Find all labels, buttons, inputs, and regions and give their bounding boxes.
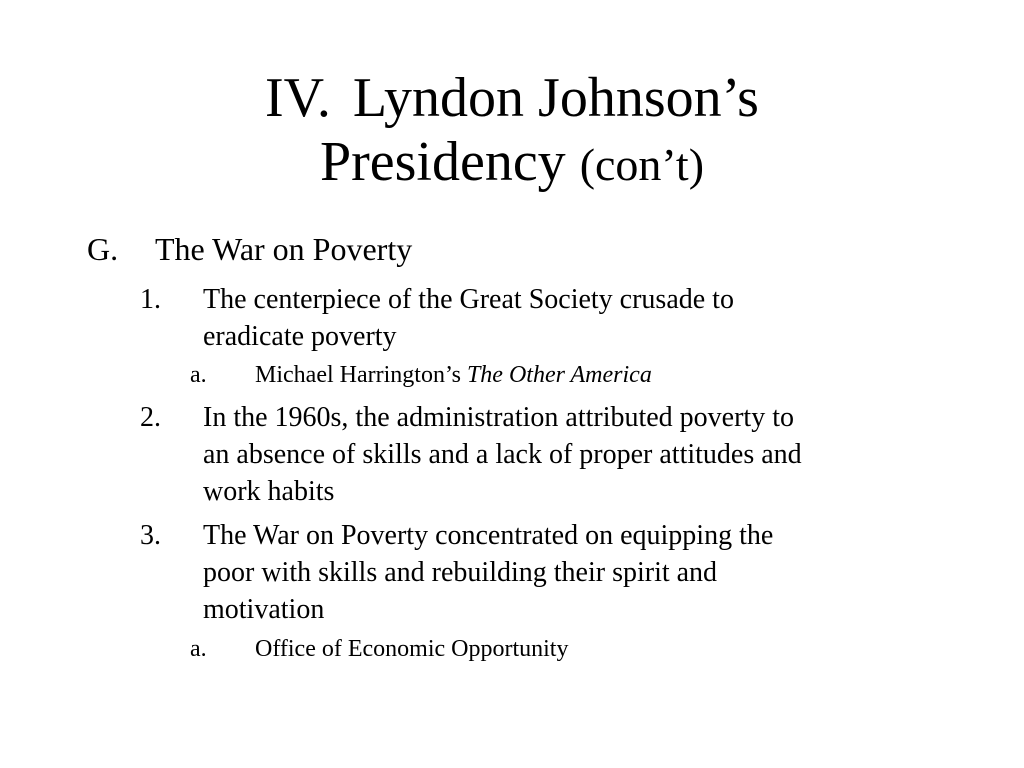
- subitem-marker: a.: [190, 362, 207, 388]
- subitem-marker: a.: [190, 636, 207, 662]
- item-text-line: In the 1960s, the administration attributed poverty to: [203, 402, 794, 433]
- item-marker: 1.: [140, 284, 161, 315]
- title-continued: (con’t): [579, 139, 705, 190]
- section-text: The War on Poverty: [155, 231, 413, 267]
- item-text-line: work habits: [203, 476, 335, 507]
- subitem-text: [255, 360, 652, 390]
- title-text: Lyndon Johnson’s: [352, 67, 759, 129]
- book-title: The Other America: [466, 362, 652, 388]
- title-text-2: Presidency: [319, 131, 566, 193]
- item-text-line: The centerpiece of the Great Society crusade to: [203, 284, 734, 315]
- subitem-text: Office of Economic Opportunity: [255, 636, 569, 662]
- item-text-line: an absence of skills and a lack of proper attitudes and: [203, 439, 802, 470]
- title-number: IV.: [265, 67, 331, 129]
- item-text-line: motivation: [203, 594, 325, 625]
- item-marker: 3.: [140, 520, 161, 551]
- subitem-text-plain: Michael Harrington’s: [255, 362, 467, 388]
- section-marker: G.: [87, 231, 119, 267]
- item-text-line: poor with skills and rebuilding their spirit and: [203, 557, 718, 588]
- item-text-line: eradicate poverty: [203, 321, 397, 352]
- item-text-line: The War on Poverty concentrated on equipping the: [203, 520, 774, 551]
- item-marker: 2.: [140, 402, 161, 433]
